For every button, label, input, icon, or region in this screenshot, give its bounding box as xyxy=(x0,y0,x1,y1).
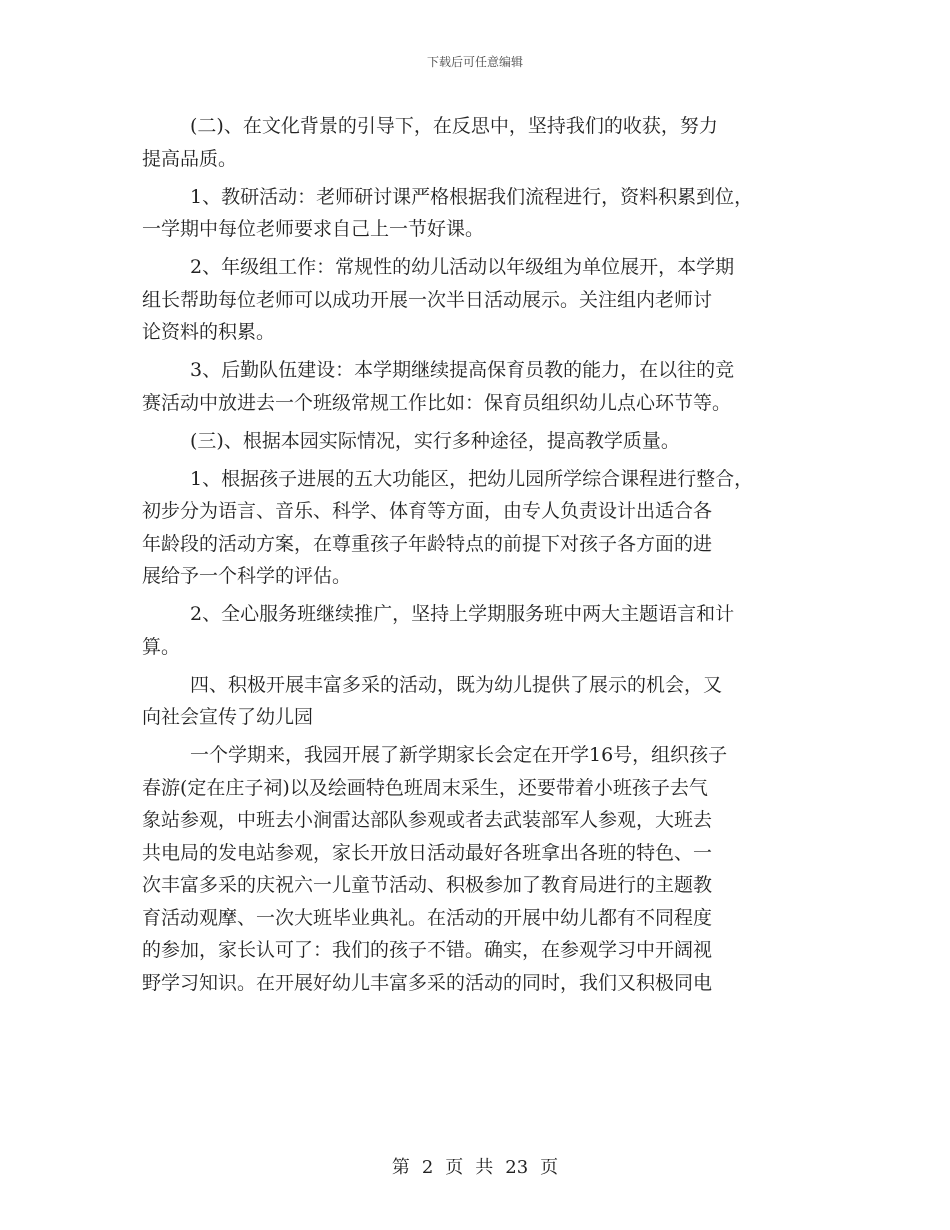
text-line: 育活动观摩、一次大班毕业典礼。在活动的开展中幼儿都有不同程度 xyxy=(142,906,713,929)
text-line: 赛活动中放进去一个班级常规工作比如：保育员组织幼儿点心环节等。 xyxy=(142,391,732,414)
text-line: 向社会宣传了幼儿园 xyxy=(142,706,314,728)
footer-word: 共 xyxy=(475,1157,494,1178)
text-line: 初步分为语言、音乐、科学、体育等方面，由专人负责设计出适合各 xyxy=(142,500,713,522)
text-line: 春游(定在庄子祠)以及绘画特色班周末采生，还要带着小班孩子去气 xyxy=(142,776,708,799)
text-line: 组长帮助每位老师可以成功开展一次半日活动展示。关注组内老师讨 xyxy=(142,288,713,311)
footer-word: 页 xyxy=(445,1157,464,1178)
footer-word: 第 xyxy=(391,1157,410,1178)
text-line: 提高品质。 xyxy=(142,147,238,170)
text-line: 算。 xyxy=(142,635,181,658)
text-line: 论资料的积累。 xyxy=(142,321,276,343)
page-footer xyxy=(0,1153,950,1179)
text-line: 2、年级组工作：常规性的幼儿活动以年级组为单位展开，本学期 xyxy=(190,256,735,278)
text-line: 的参加，家长认可了：我们的孩子不错。确实，在参观学习中开阔视 xyxy=(142,939,713,961)
text-line: 次丰富多采的庆祝六一儿童节活动、积极参加了教育局进行的主题教 xyxy=(142,874,713,896)
text-line: 3、后勤队伍建设：本学期继续提高保育员教的能力，在以往的竞 xyxy=(190,359,735,381)
text-line: 2、全心服务班继续推广，坚持上学期服务班中两大主题语言和计 xyxy=(190,603,735,625)
text-line: 一学期中每位老师要求自己上一节好课。 xyxy=(142,218,485,240)
text-line: 共电局的发电站参观，家长开放日活动最好各班拿出各班的特色、一 xyxy=(142,841,713,864)
page-number: 2 xyxy=(421,1157,434,1178)
text-line: 1、根据孩子进展的五大功能区，把幼儿园所学综合课程进行整合， xyxy=(190,467,754,490)
text-line: 四、积极开展丰富多采的活动，既为幼儿提供了展示的机会，又 xyxy=(190,673,723,696)
page-total: 23 xyxy=(505,1157,529,1178)
text-line: 野学习知识。在开展好幼儿丰富多采的活动的同时，我们又积极同电 xyxy=(142,971,713,994)
text-line: 象站参观，中班去小涧雷达部队参观或者去武装部军人参观，大班去 xyxy=(142,809,713,831)
text-line: 展给予一个科学的评估。 xyxy=(142,565,352,587)
document-body xyxy=(142,110,810,999)
text-line: 年龄段的活动方案，在尊重孩子年龄特点的前提下对孩子各方面的进 xyxy=(142,532,713,555)
footer-word: 页 xyxy=(540,1157,559,1178)
page-header: 下载后可任意编辑 xyxy=(426,55,523,69)
text-line: (三)、根据本园实际情况，实行多种途径，提高教学质量。 xyxy=(190,429,680,452)
text-line: 1、教研活动：老师研讨课严格根据我们流程进行，资料积累到位， xyxy=(190,185,754,208)
text-line: 一个学期来，我园开展了新学期家长会定在开学16号，组织孩子 xyxy=(190,744,728,766)
text-line: (二)、在文化背景的引导下，在反思中，坚持我们的收获，努力 xyxy=(190,115,718,137)
